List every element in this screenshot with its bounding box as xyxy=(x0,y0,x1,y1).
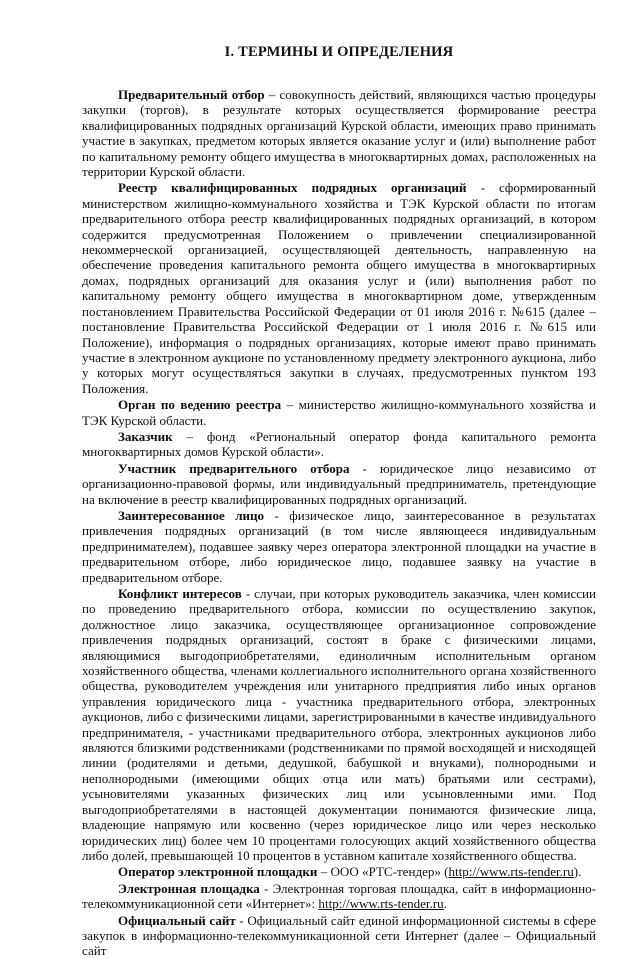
rts-tender-link[interactable]: http://www.rts-tender.ru xyxy=(318,896,444,912)
definition-text: – ООО «РТС-тендер» ( xyxy=(317,864,449,880)
definition-preliminary-selection xyxy=(82,87,596,179)
definition-text: - физическое лицо, заинтересованное в результатах привлечения подрядных организаций (в том числе являющееся индивидуальным предпринимателем), подавшее заявку через оператора электронной площадки на участие в предварительном отборе, либо юридическое лицо, подавшее заявку на участие в предварительном отборе. xyxy=(82,507,596,585)
definition-registry-body xyxy=(82,397,596,428)
definition-platform-operator xyxy=(82,864,596,879)
definition-text: – фонд «Региональный оператор фонда капитального ремонта многоквартирных домов Курской области». xyxy=(82,428,596,460)
definition-text: - Официальный сайт единой информационной системы в сфере закупок в информационно-телекоммуникационной сети Интернет (далее – Официальный сайт xyxy=(82,912,596,959)
definition-text: - Электронная торговая площадка, сайт в информационно-телекоммуникационной сети «Интернет»: xyxy=(82,880,596,912)
definition-electronic-platform xyxy=(82,881,596,912)
definition-customer xyxy=(82,429,596,460)
definition-text-after: ). xyxy=(573,864,582,880)
definition-interested-party xyxy=(82,508,596,585)
term-label: Заинтересованное лицо xyxy=(118,507,265,523)
term-label: Заказчик xyxy=(118,428,173,444)
term-label: Официальный сайт xyxy=(118,912,236,928)
rts-tender-link[interactable]: http://www.rts-tender.ru xyxy=(448,864,574,880)
term-label: Оператор электронной площадки xyxy=(118,864,318,880)
section-heading: I. ТЕРМИНЫ И ОПРЕДЕЛЕНИЯ xyxy=(224,44,454,60)
term-label: Предварительный отбор xyxy=(118,87,265,102)
definition-text: – министерство жилищно-коммунального хозяйства и ТЭК Курской области. xyxy=(82,397,596,428)
definition-official-site xyxy=(82,913,596,959)
definition-text: - сформированный министерством жилищно-коммунального хозяйства и ТЭК Курской области по итогам предварительного отбора реестр квалифицированных подрядных организаций, в котором содержится предусмотренная Положением о привлечении специализированной некоммерческой организацией, осуществляющей деятельность, направленную на обеспечение проведения капитального ремонта общего имущества в многоквартирных домах, подрядных организаций для оказания услуг и (или) выполнения работ по капитальному ремонту общего имущества в многоквартирном доме, утвержденным постановлением Правительства Российской Федерации от 01 июля 2016 г. №615 (далее – постановление Правительства Российской Федерации от 1 июля 2016 г. №615 или Положение), информация о подрядных организациях, которые имеют право принимать участие в электронном аукционе по установленному предмету электронного аукциона, либо у которых могут осуществляться закупки в случаях, предусмотренных пунктом 193 Положения. xyxy=(82,180,597,396)
term-label: Участник предварительного отбора xyxy=(118,460,350,476)
definition-text-after: . xyxy=(443,896,447,912)
definition-participant xyxy=(82,461,596,507)
term-label: Электронная площадка xyxy=(118,880,260,896)
definition-registry xyxy=(82,180,596,396)
term-label: Орган по ведению реестра xyxy=(118,397,282,413)
definition-text: - юридическое лицо независимо от организационно-правовой формы, или индивидуальный предприниматель, претендующие на включение в реестр квалифицированных подрядных организаций. xyxy=(82,460,596,507)
term-label: Конфликт интересов xyxy=(118,586,242,601)
definition-text: – совокупность действий, являющихся частью процедуры закупки (торгов), в результате которых осуществляется формирование реестра квалифицированных подрядных организаций Курской области, имеющих право принимать участие в закупках, предметом которых является оказание услуг и (или) выполнение работ по капитальному ремонту общего имущества в многоквартирных домах, расположенных на территории Курской области. xyxy=(82,87,596,180)
definition-conflict-of-interest xyxy=(82,586,596,863)
term-label: Реестр квалифицированных подрядных организаций xyxy=(118,180,467,196)
definition-text: - случаи, при которых руководитель заказчика, член комиссии по проведению предварительного отбора, комиссии по осуществлению закупок, должностное лицо заказчика, осуществляющее организационное сопровождение привлечения подрядных организаций, состоят в браке с физическими лицами, являющимися выгодоприобретателями, единоличным исполнительным органом хозяйственного общества, членами коллегиального исполнительного органа хозяйственного общества, руководителем учреждения или унитарного предприятия либо иных органов управления юридического лица - участника предварительного отбора, электронных аукционов, либо с физическими лицами, зарегистрированными в качестве индивидуального предпринимателя, - участниками предварительного отбора, электронных аукционов либо являются близкими родственниками (родственниками по прямой восходящей и нисходящей линии (родителями и детьми, дедушкой, бабушкой и внуками), полнородными и неполнородными (имеющими общих отца или мать) братьями или сестрами), усыновителями указанных физических лиц или усыновленными ими. Под выгодоприобретателями в настоящей документации понимаются физические лица, владеющие напрямую или косвенно (через юридическое лицо или через несколько юридических лиц) более чем 10 процентами голосующих акций хозяйственного общества либо долей, превышающей 10 процентов в уставном капитале хозяйственного общества. xyxy=(82,586,596,863)
